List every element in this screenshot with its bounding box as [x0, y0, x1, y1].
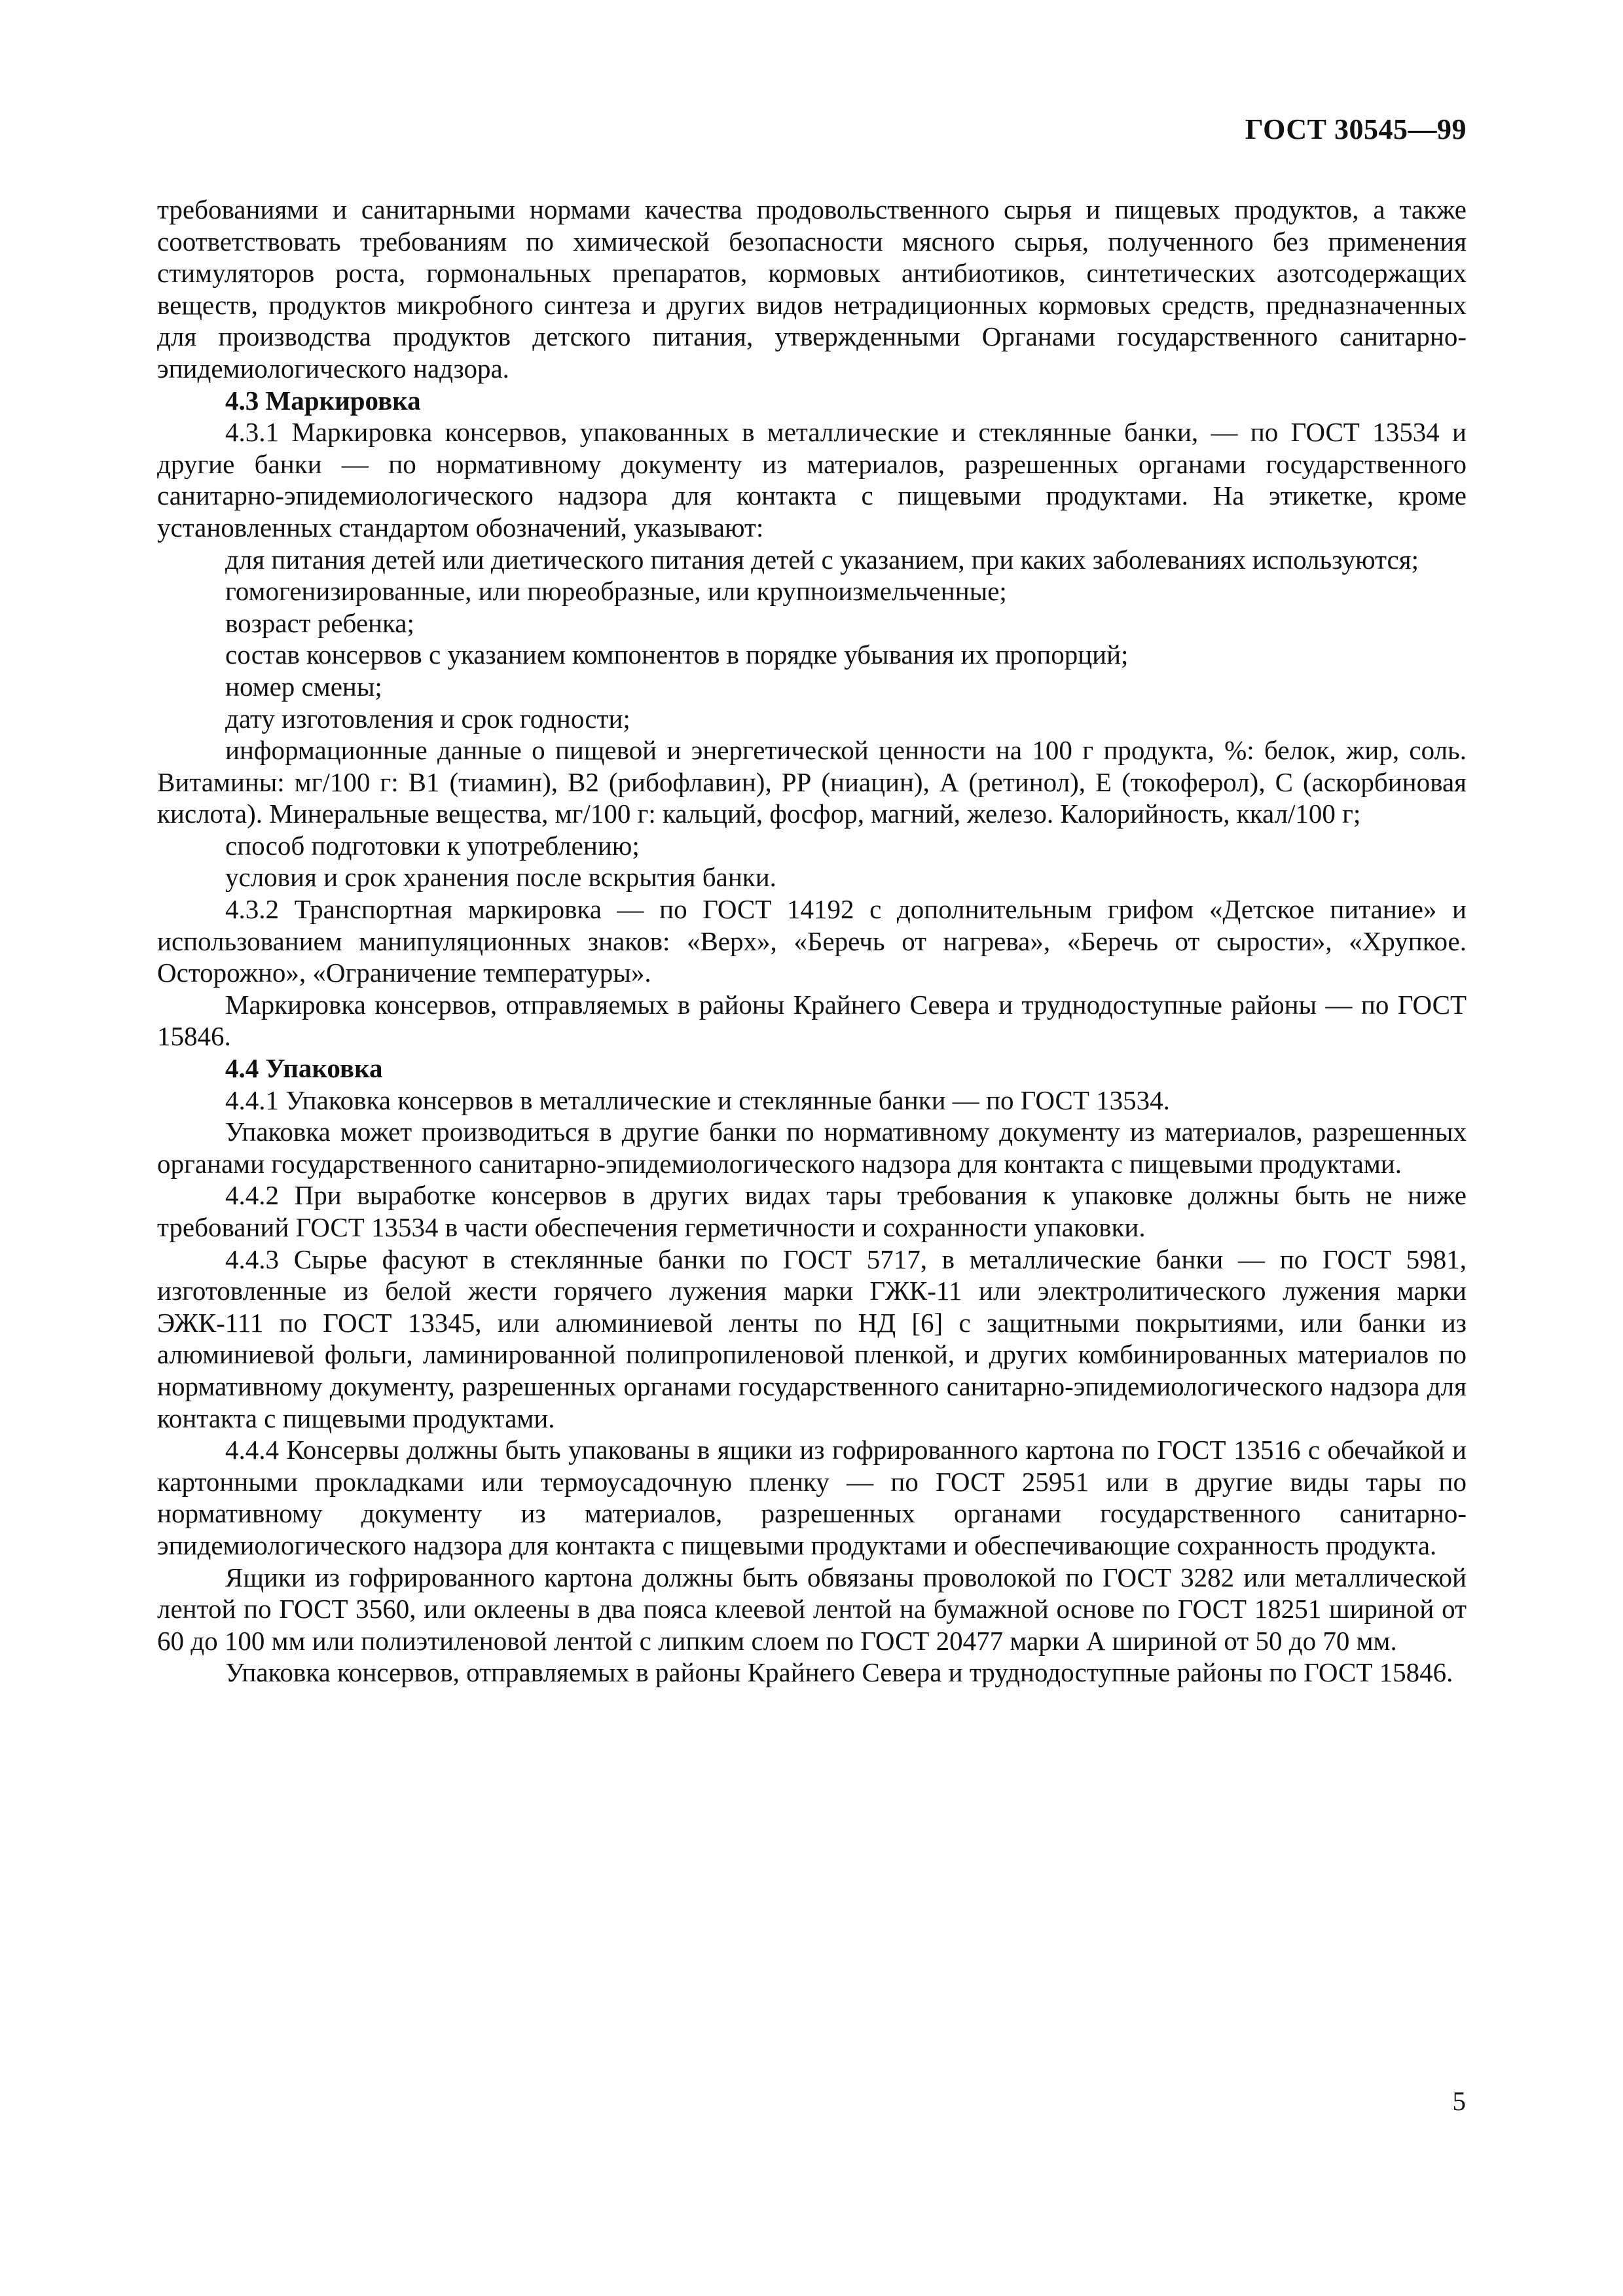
body-text	[157, 194, 1467, 1689]
list-item: возраст ребенка;	[225, 607, 414, 638]
list-item: для питания детей или диетического питания детей с указанием, при каких заболеваниях используются;	[225, 544, 1419, 575]
paragraph-4-4-2: 4.4.2 При выработке консервов в других видах тары требования к упаковке должны быть не ниже требований ГОСТ 13534 в части обеспечения герметичности и сохранности упаковки.	[157, 1180, 1467, 1242]
paragraph-4-4-1: 4.4.1 Упаковка консервов в металлические и стеклянные банки — по ГОСТ 13534.	[225, 1085, 1170, 1115]
paragraph: Упаковка может производиться в другие банки по нормативному документу из материалов, разрешенных органами государственного санитарно-эпидемиологического надзора для контакта с пищевыми продуктами.	[157, 1117, 1467, 1179]
list-item: способ подготовки к употреблению;	[225, 830, 640, 861]
list-item: дату изготовления и срок годности;	[225, 703, 630, 734]
list-item: гомогенизированные, или пюреобразные, или крупноизмельченные;	[225, 576, 1007, 607]
list-item: информационные данные о пищевой и энергетической ценности на 100 г продукта, %: белок, жир, соль. Витамины: мг/100 г: В1 (тиамин), В2 (рибофлавин), РР (ниацин), А (ретинол), Е (токоферол), С (аскорбиновая кислота). Минеральные вещества, мг/100 г: кальций, фосфор, магний, железо. Калорийность, ккал/100 г;	[157, 735, 1467, 829]
list-item: номер смены;	[225, 671, 382, 702]
paragraph-4-4-3: 4.4.3 Сырье фасуют в стеклянные банки по ГОСТ 5717, в металлические банки — по ГОСТ 5981, изготовленные из белой жести горячего лужения марки ГЖК-11 или электролитического лужения марки ЭЖК-111 по ГОСТ 13345, или алюминиевой ленты по НД [6] с защитными покрытиями, или банки из алюминиевой фольги, ламинированной полипропиленовой пленкой, и других комбинированных материалов по нормативному документу, разрешенных органами государственного санитарно-эпидемиологического надзора для контакта с пищевыми продуктами.	[157, 1244, 1467, 1433]
page-number: 5	[1452, 2086, 1466, 2116]
paragraph-4-3-1: 4.3.1 Маркировка консервов, упакованных в металлические и стеклянные банки, — по ГОСТ 13534 и другие банки — по нормативному документу из материалов, разрешенных органами государственного санитарно-эпидемиологического надзора для контакта с пищевыми продуктами. На этикетке, кроме установленных стандартом обозначений, указывают:	[157, 417, 1467, 543]
list-item: условия и срок хранения после вскрытия банки.	[225, 862, 776, 893]
paragraph-4-3-2: 4.3.2 Транспортная маркировка — по ГОСТ 14192 с дополнительным грифом «Детское питание» и использованием манипуляционных знаков: «Верх», «Беречь от нагрева», «Беречь от сырости», «Хрупкое. Осторожно», «Ограничение температуры».	[157, 894, 1467, 988]
paragraph: Ящики из гофрированного картона должны быть обвязаны проволокой по ГОСТ 3282 или металлической лентой по ГОСТ 3560, или оклеены в два пояса клеевой лентой на бумажной основе по ГОСТ 18251 шириной от 60 до 100 мм или полиэтиленовой лентой с липким слоем по ГОСТ 20477 марки А шириной от 50 до 70 мм.	[157, 1562, 1467, 1656]
section-heading-marking: 4.3 Маркировка	[225, 385, 421, 416]
paragraph: Маркировка консервов, отправляемых в районы Крайнего Севера и труднодоступные районы — по ГОСТ 15846.	[157, 989, 1467, 1052]
paragraph-4-4-4: 4.4.4 Консервы должны быть упакованы в ящики из гофрированного картона по ГОСТ 13516 с обечайкой и картонными прокладками или термоусадочную пленку — по ГОСТ 25951 или в другие виды тары по нормативному документу из материалов, разрешенных органами государственного санитарно-эпидемиологического надзора для контакта с пищевыми продуктами и обеспечивающие сохранность продукта.	[157, 1435, 1467, 1560]
section-heading-packaging: 4.4 Упаковка	[225, 1053, 383, 1084]
paragraph: Упаковка консервов, отправляемых в районы Крайнего Севера и труднодоступные районы по ГОСТ 15846.	[225, 1657, 1453, 1688]
standard-number-header: ГОСТ 30545—99	[1245, 113, 1467, 145]
paragraph-continuation: требованиями и санитарными нормами качества продовольственного сырья и пищевых продуктов, а также соответствовать требованиям по химической безопасности мясного сырья, полученного без применения стимуляторов роста, гормональных препаратов, кормовых антибиотиков, синтетических азотсодержащих веществ, продуктов микробного синтеза и других видов нетрадиционных кормовых средств, предназначенных для производства продуктов детского питания, утвержденными Органами государственного санитарно-эпидемиологического надзора.	[157, 194, 1467, 384]
list-item: состав консервов с указанием компонентов в порядке убывания их пропорций;	[225, 639, 1129, 670]
